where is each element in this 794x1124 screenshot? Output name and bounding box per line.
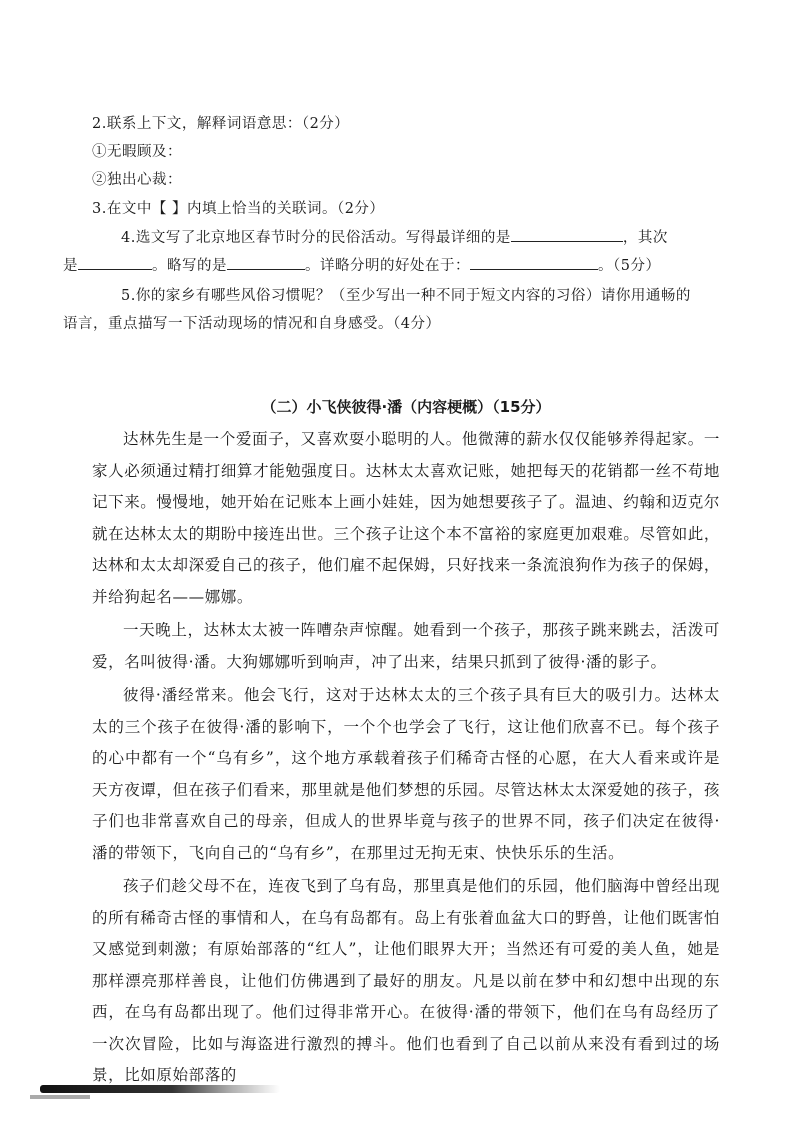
question-5 (63, 282, 720, 338)
question-5-line-1: 5.你的家乡有哪些风俗习惯呢？（至少写出一种不同于短文内容的习俗）请你用通畅的 (121, 288, 691, 304)
question-4 (63, 224, 720, 280)
passage-paragraph: 彼得·潘经常来。他会飞行，这对于达林太太的三个孩子具有巨大的吸引力。达林太太的三个孩子在彼得·潘的影响下，一个个也学会了飞行，这让他们欣喜不已。每个孩子的心中都有一个“乌有乡”，这个地方承载着孩子们稀奇古怪的心愿，在大人看来或许是天方夜谭，但在孩子们看来，那里就是他们梦想的乐园。尽管达林太太深爱她的孩子，孩子们也非常喜欢自己的母亲，但成人的世界毕竟与孩子的世界不同，孩子们决定在彼得·潘的带领下，飞向自己的“乌有乡”，在那里过无拘无束、快快乐乐的生活。 (92, 686, 720, 862)
question-3: 3.在文中【 】内填上恰当的关联词。（2分） (92, 201, 385, 217)
question-2-item-a: ①无暇顾及： (92, 144, 182, 160)
question-5-line-2: 语言，重点描写一下活动现场的情况和自身感受。（4分） (63, 316, 441, 332)
question-2: 2.联系上下文，解释词语意思：（2分） (92, 116, 350, 132)
scan-smudge (40, 1085, 280, 1093)
answer-blank-brief[interactable] (227, 253, 305, 270)
question-4-text-2: ，其次 (622, 230, 668, 246)
question-4-text-1: 4.选文写了北京地区春节时分的民俗活动。写得最详细的是 (121, 230, 511, 246)
question-4-text-3: 是 (63, 258, 78, 274)
question-4-text-5: 。详略分明的好处在于： (305, 258, 470, 274)
answer-blank-second[interactable] (78, 253, 152, 270)
question-4-text-6: 。（5分） (598, 258, 661, 274)
scan-smudge-faint (30, 1095, 90, 1099)
question-2-item-b: ②独出心裁： (92, 172, 182, 188)
passage-paragraph: 一天晚上，达林太太被一阵嘈杂声惊醒。她看到一个孩子，那孩子跳来跳去，活泼可爱，名叫彼得·潘。大狗娜娜听到响声，冲了出来，结果只抓到了彼得·潘的影子。 (92, 621, 720, 671)
passage-paragraph: 孩子们趁父母不在，连夜飞到了乌有岛，那里真是他们的乐园，他们脑海中曾经出现的所有稀奇古怪的事情和人，在乌有岛都有。岛上有张着血盆大口的野兽，让他们既害怕又感觉到刺激；有原始部落的“红人”，让他们眼界大开；当然还有可爱的美人鱼，她是那样漂亮那样善良，让他们仿佛遇到了最好的朋友。凡是以前在梦中和幻想中出现的东西，在乌有岛都出现了。他们过得非常开心。在彼得·潘的带领下，他们在乌有岛经历了一次次冒险，比如与海盗进行激烈的搏斗。他们也看到了自己以前从来没有看到过的场景，比如原始部落的 (92, 877, 720, 1084)
passage-paragraph: 达林先生是一个爱面子，又喜欢耍小聪明的人。他微薄的薪水仅仅能够养得起家。一家人必须通过精打细算才能勉强度日。达林太太喜欢记账，她把每天的花销都一丝不苟地记下来。慢慢地，她开始在记账本上画小娃娃，因为她想要孩子了。温迪、约翰和迈克尔就在达林太太的期盼中接连出世。三个孩子让这个本不富裕的家庭更加艰难。尽管如此，达林和太太却深爱自己的孩子，他们雇不起保姆，只好找来一条流浪狗作为孩子的保姆，并给狗起名——娜娜。 (92, 430, 720, 606)
reading-passage (92, 424, 720, 1092)
question-4-text-4: 。略写的是 (152, 258, 227, 274)
section-title: （二）小飞侠彼得·潘（内容梗概）（15分） (261, 398, 551, 416)
answer-blank-benefit[interactable] (470, 253, 598, 270)
answer-blank-most-detailed[interactable] (511, 225, 623, 242)
